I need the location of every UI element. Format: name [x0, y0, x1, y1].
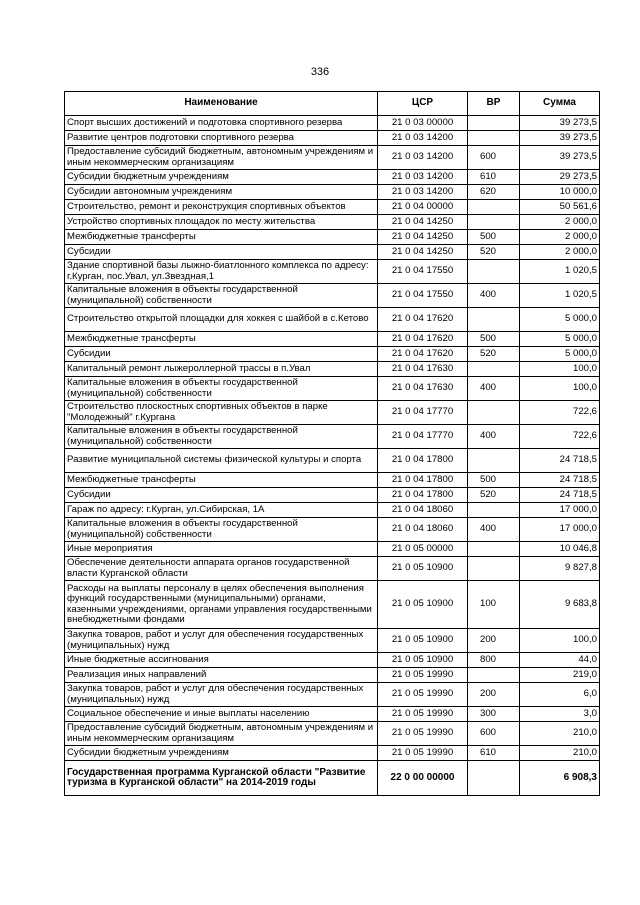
cell-vr — [468, 362, 520, 377]
cell-vr: 520 — [468, 347, 520, 362]
cell-sum: 29 273,5 — [520, 170, 600, 185]
cell-vr: 200 — [468, 629, 520, 653]
cell-csr: 21 0 04 18060 — [378, 518, 468, 542]
table-row — [65, 746, 600, 761]
table-row — [65, 215, 600, 230]
cell-sum: 17 000,0 — [520, 503, 600, 518]
cell-name: Капитальный ремонт лыжероллерной трассы в п.Увал — [65, 362, 378, 377]
table-row — [65, 230, 600, 245]
cell-vr — [468, 401, 520, 425]
cell-vr — [468, 116, 520, 131]
cell-vr — [468, 542, 520, 557]
cell-sum: 5 000,0 — [520, 308, 600, 332]
cell-sum: 24 718,5 — [520, 488, 600, 503]
cell-name: Реализация иных направлений — [65, 668, 378, 683]
cell-sum: 722,6 — [520, 425, 600, 449]
cell-name: Иные мероприятия — [65, 542, 378, 557]
cell-csr: 21 0 04 17550 — [378, 284, 468, 308]
cell-name: Капитальные вложения в объекты государственной (муниципальной) собственности — [65, 377, 378, 401]
cell-csr: 21 0 04 14250 — [378, 215, 468, 230]
cell-sum: 9 683,8 — [520, 581, 600, 629]
cell-name: Гараж по адресу: г.Курган, ул.Сибирская, 1А — [65, 503, 378, 518]
table-row — [65, 347, 600, 362]
cell-name: Развитие муниципальной системы физической культуры и спорта — [65, 449, 378, 473]
cell-name: Обеспечение деятельности аппарата органов государственной власти Курганской области — [65, 557, 378, 581]
cell-csr: 21 0 04 17800 — [378, 488, 468, 503]
cell-csr: 21 0 04 00000 — [378, 200, 468, 215]
cell-csr: 21 0 05 19990 — [378, 707, 468, 722]
cell-vr: 400 — [468, 425, 520, 449]
cell-vr: 500 — [468, 473, 520, 488]
cell-sum: 10 000,0 — [520, 185, 600, 200]
cell-name: Строительство плоскостных спортивных объектов в парке "Молодежный" г.Кургана — [65, 401, 378, 425]
cell-csr: 21 0 04 17620 — [378, 308, 468, 332]
cell-sum: 50 561,6 — [520, 200, 600, 215]
cell-csr: 21 0 04 17630 — [378, 362, 468, 377]
cell-sum: 219,0 — [520, 668, 600, 683]
cell-csr: 21 0 03 14200 — [378, 185, 468, 200]
cell-sum: 39 273,5 — [520, 116, 600, 131]
cell-name: Иные бюджетные ассигнования — [65, 653, 378, 668]
cell-vr: 400 — [468, 284, 520, 308]
cell-csr: 21 0 03 14200 — [378, 170, 468, 185]
cell-vr — [468, 131, 520, 146]
cell-vr: 400 — [468, 377, 520, 401]
cell-vr: 600 — [468, 146, 520, 170]
table-row — [65, 332, 600, 347]
cell-csr: 21 0 03 14200 — [378, 146, 468, 170]
cell-sum: 5 000,0 — [520, 332, 600, 347]
cell-csr: 21 0 05 19990 — [378, 668, 468, 683]
table-row — [65, 284, 600, 308]
cell-vr: 800 — [468, 653, 520, 668]
cell-sum: 39 273,5 — [520, 131, 600, 146]
cell-name: Государственная программа Курганской области "Развитие туризма в Курганской области" на 2014-2019 годы — [65, 761, 378, 796]
cell-name: Капитальные вложения в объекты государственной (муниципальной) собственности — [65, 425, 378, 449]
table-row — [65, 761, 600, 796]
cell-name: Капитальные вложения в объекты государственной (муниципальной) собственности — [65, 518, 378, 542]
cell-vr — [468, 215, 520, 230]
table-row — [65, 146, 600, 170]
cell-vr: 520 — [468, 245, 520, 260]
cell-name: Устройство спортивных площадок по месту жительства — [65, 215, 378, 230]
cell-name: Субсидии — [65, 245, 378, 260]
cell-vr — [468, 449, 520, 473]
cell-csr: 21 0 04 17630 — [378, 377, 468, 401]
cell-csr: 21 0 04 14250 — [378, 245, 468, 260]
cell-vr — [468, 761, 520, 796]
table-row — [65, 401, 600, 425]
header-sum: Сумма — [520, 92, 600, 116]
cell-csr: 21 0 05 10900 — [378, 629, 468, 653]
cell-csr: 21 0 04 17800 — [378, 473, 468, 488]
page-number: 336 — [310, 66, 330, 78]
table-row — [65, 518, 600, 542]
table-row — [65, 473, 600, 488]
cell-name: Субсидии автономным учреждениям — [65, 185, 378, 200]
cell-name: Предоставление субсидий бюджетным, автономным учреждениям и иным некоммерческим организациям — [65, 146, 378, 170]
cell-csr: 21 0 05 10900 — [378, 581, 468, 629]
cell-csr: 21 0 04 17620 — [378, 347, 468, 362]
cell-vr: 100 — [468, 581, 520, 629]
cell-sum: 2 000,0 — [520, 245, 600, 260]
cell-sum: 39 273,5 — [520, 146, 600, 170]
cell-vr — [468, 503, 520, 518]
cell-sum: 10 046,8 — [520, 542, 600, 557]
header-csr: ЦСР — [378, 92, 468, 116]
table-row — [65, 200, 600, 215]
table-row — [65, 581, 600, 629]
cell-sum: 1 020,5 — [520, 260, 600, 284]
table-row — [65, 449, 600, 473]
table-row — [65, 377, 600, 401]
table-row — [65, 503, 600, 518]
cell-name: Субсидии — [65, 488, 378, 503]
header-vr: ВР — [468, 92, 520, 116]
cell-csr: 21 0 04 18060 — [378, 503, 468, 518]
cell-name: Субсидии бюджетным учреждениям — [65, 746, 378, 761]
cell-name: Субсидии бюджетным учреждениям — [65, 170, 378, 185]
table-row — [65, 707, 600, 722]
cell-sum: 210,0 — [520, 722, 600, 746]
cell-sum: 6 908,3 — [520, 761, 600, 796]
cell-sum: 17 000,0 — [520, 518, 600, 542]
table-row — [65, 425, 600, 449]
table-header-row — [65, 92, 600, 116]
cell-name: Расходы на выплаты персоналу в целях обеспечения выполнения функций государственными (муниципальными) органами, казенными учреждениями, органами управления государственными внебюджетными фондами — [65, 581, 378, 629]
cell-name: Межбюджетные трансферты — [65, 332, 378, 347]
header-name: Наименование — [65, 92, 378, 116]
budget-table — [64, 91, 600, 796]
cell-name: Закупка товаров, работ и услуг для обеспечения государственных (муниципальных) нужд — [65, 683, 378, 707]
cell-sum: 210,0 — [520, 746, 600, 761]
cell-name: Строительство открытой площадки для хоккея с шайбой в с.Кетово — [65, 308, 378, 332]
cell-sum: 2 000,0 — [520, 215, 600, 230]
cell-sum: 2 000,0 — [520, 230, 600, 245]
cell-sum: 6,0 — [520, 683, 600, 707]
cell-sum: 100,0 — [520, 377, 600, 401]
table-row — [65, 488, 600, 503]
cell-csr: 21 0 04 17770 — [378, 425, 468, 449]
cell-csr: 21 0 05 00000 — [378, 542, 468, 557]
cell-name: Строительство, ремонт и реконструкция спортивных объектов — [65, 200, 378, 215]
cell-csr: 21 0 05 19990 — [378, 683, 468, 707]
cell-vr: 500 — [468, 332, 520, 347]
table-row — [65, 116, 600, 131]
table-row — [65, 170, 600, 185]
cell-csr: 21 0 04 17770 — [378, 401, 468, 425]
cell-sum: 3,0 — [520, 707, 600, 722]
cell-csr: 21 0 05 19990 — [378, 746, 468, 761]
cell-sum: 9 827,8 — [520, 557, 600, 581]
cell-sum: 5 000,0 — [520, 347, 600, 362]
cell-name: Субсидии — [65, 347, 378, 362]
cell-name: Капитальные вложения в объекты государственной (муниципальной) собственности — [65, 284, 378, 308]
cell-sum: 24 718,5 — [520, 473, 600, 488]
cell-name: Закупка товаров, работ и услуг для обеспечения государственных (муниципальных) нужд — [65, 629, 378, 653]
cell-csr: 21 0 03 00000 — [378, 116, 468, 131]
cell-csr: 22 0 00 00000 — [378, 761, 468, 796]
table-row — [65, 260, 600, 284]
cell-csr: 21 0 05 10900 — [378, 653, 468, 668]
table-row — [65, 653, 600, 668]
table-row — [65, 629, 600, 653]
cell-vr — [468, 308, 520, 332]
cell-vr: 600 — [468, 722, 520, 746]
cell-name: Здание спортивной базы лыжно-биатлонного комплекса по адресу: г.Курган, пос.Увал, ул.Звездная,1 — [65, 260, 378, 284]
cell-vr: 200 — [468, 683, 520, 707]
cell-vr: 610 — [468, 746, 520, 761]
cell-csr: 21 0 04 17620 — [378, 332, 468, 347]
cell-csr: 21 0 05 19990 — [378, 722, 468, 746]
cell-sum: 100,0 — [520, 629, 600, 653]
cell-sum: 100,0 — [520, 362, 600, 377]
cell-name: Развитие центров подготовки спортивного резерва — [65, 131, 378, 146]
cell-name: Предоставление субсидий бюджетным, автономным учреждениям и иным некоммерческим организациям — [65, 722, 378, 746]
cell-name: Межбюджетные трансферты — [65, 230, 378, 245]
cell-csr: 21 0 04 17800 — [378, 449, 468, 473]
table-row — [65, 362, 600, 377]
cell-vr — [468, 260, 520, 284]
table-row — [65, 131, 600, 146]
cell-vr — [468, 668, 520, 683]
table-row — [65, 185, 600, 200]
cell-name: Межбюджетные трансферты — [65, 473, 378, 488]
cell-csr: 21 0 05 10900 — [378, 557, 468, 581]
cell-vr: 400 — [468, 518, 520, 542]
table-row — [65, 722, 600, 746]
cell-vr: 520 — [468, 488, 520, 503]
table-row — [65, 542, 600, 557]
cell-name: Социальное обеспечение и иные выплаты населению — [65, 707, 378, 722]
cell-sum: 24 718,5 — [520, 449, 600, 473]
cell-sum: 722,6 — [520, 401, 600, 425]
table-row — [65, 308, 600, 332]
table-row — [65, 683, 600, 707]
cell-name: Спорт высших достижений и подготовка спортивного резерва — [65, 116, 378, 131]
cell-sum: 1 020,5 — [520, 284, 600, 308]
table-row — [65, 557, 600, 581]
cell-vr: 620 — [468, 185, 520, 200]
cell-vr: 610 — [468, 170, 520, 185]
cell-csr: 21 0 04 14250 — [378, 230, 468, 245]
table-row — [65, 668, 600, 683]
cell-vr — [468, 200, 520, 215]
cell-vr — [468, 557, 520, 581]
cell-csr: 21 0 03 14200 — [378, 131, 468, 146]
table-row — [65, 245, 600, 260]
cell-vr: 500 — [468, 230, 520, 245]
cell-sum: 44,0 — [520, 653, 600, 668]
cell-vr: 300 — [468, 707, 520, 722]
cell-csr: 21 0 04 17550 — [378, 260, 468, 284]
